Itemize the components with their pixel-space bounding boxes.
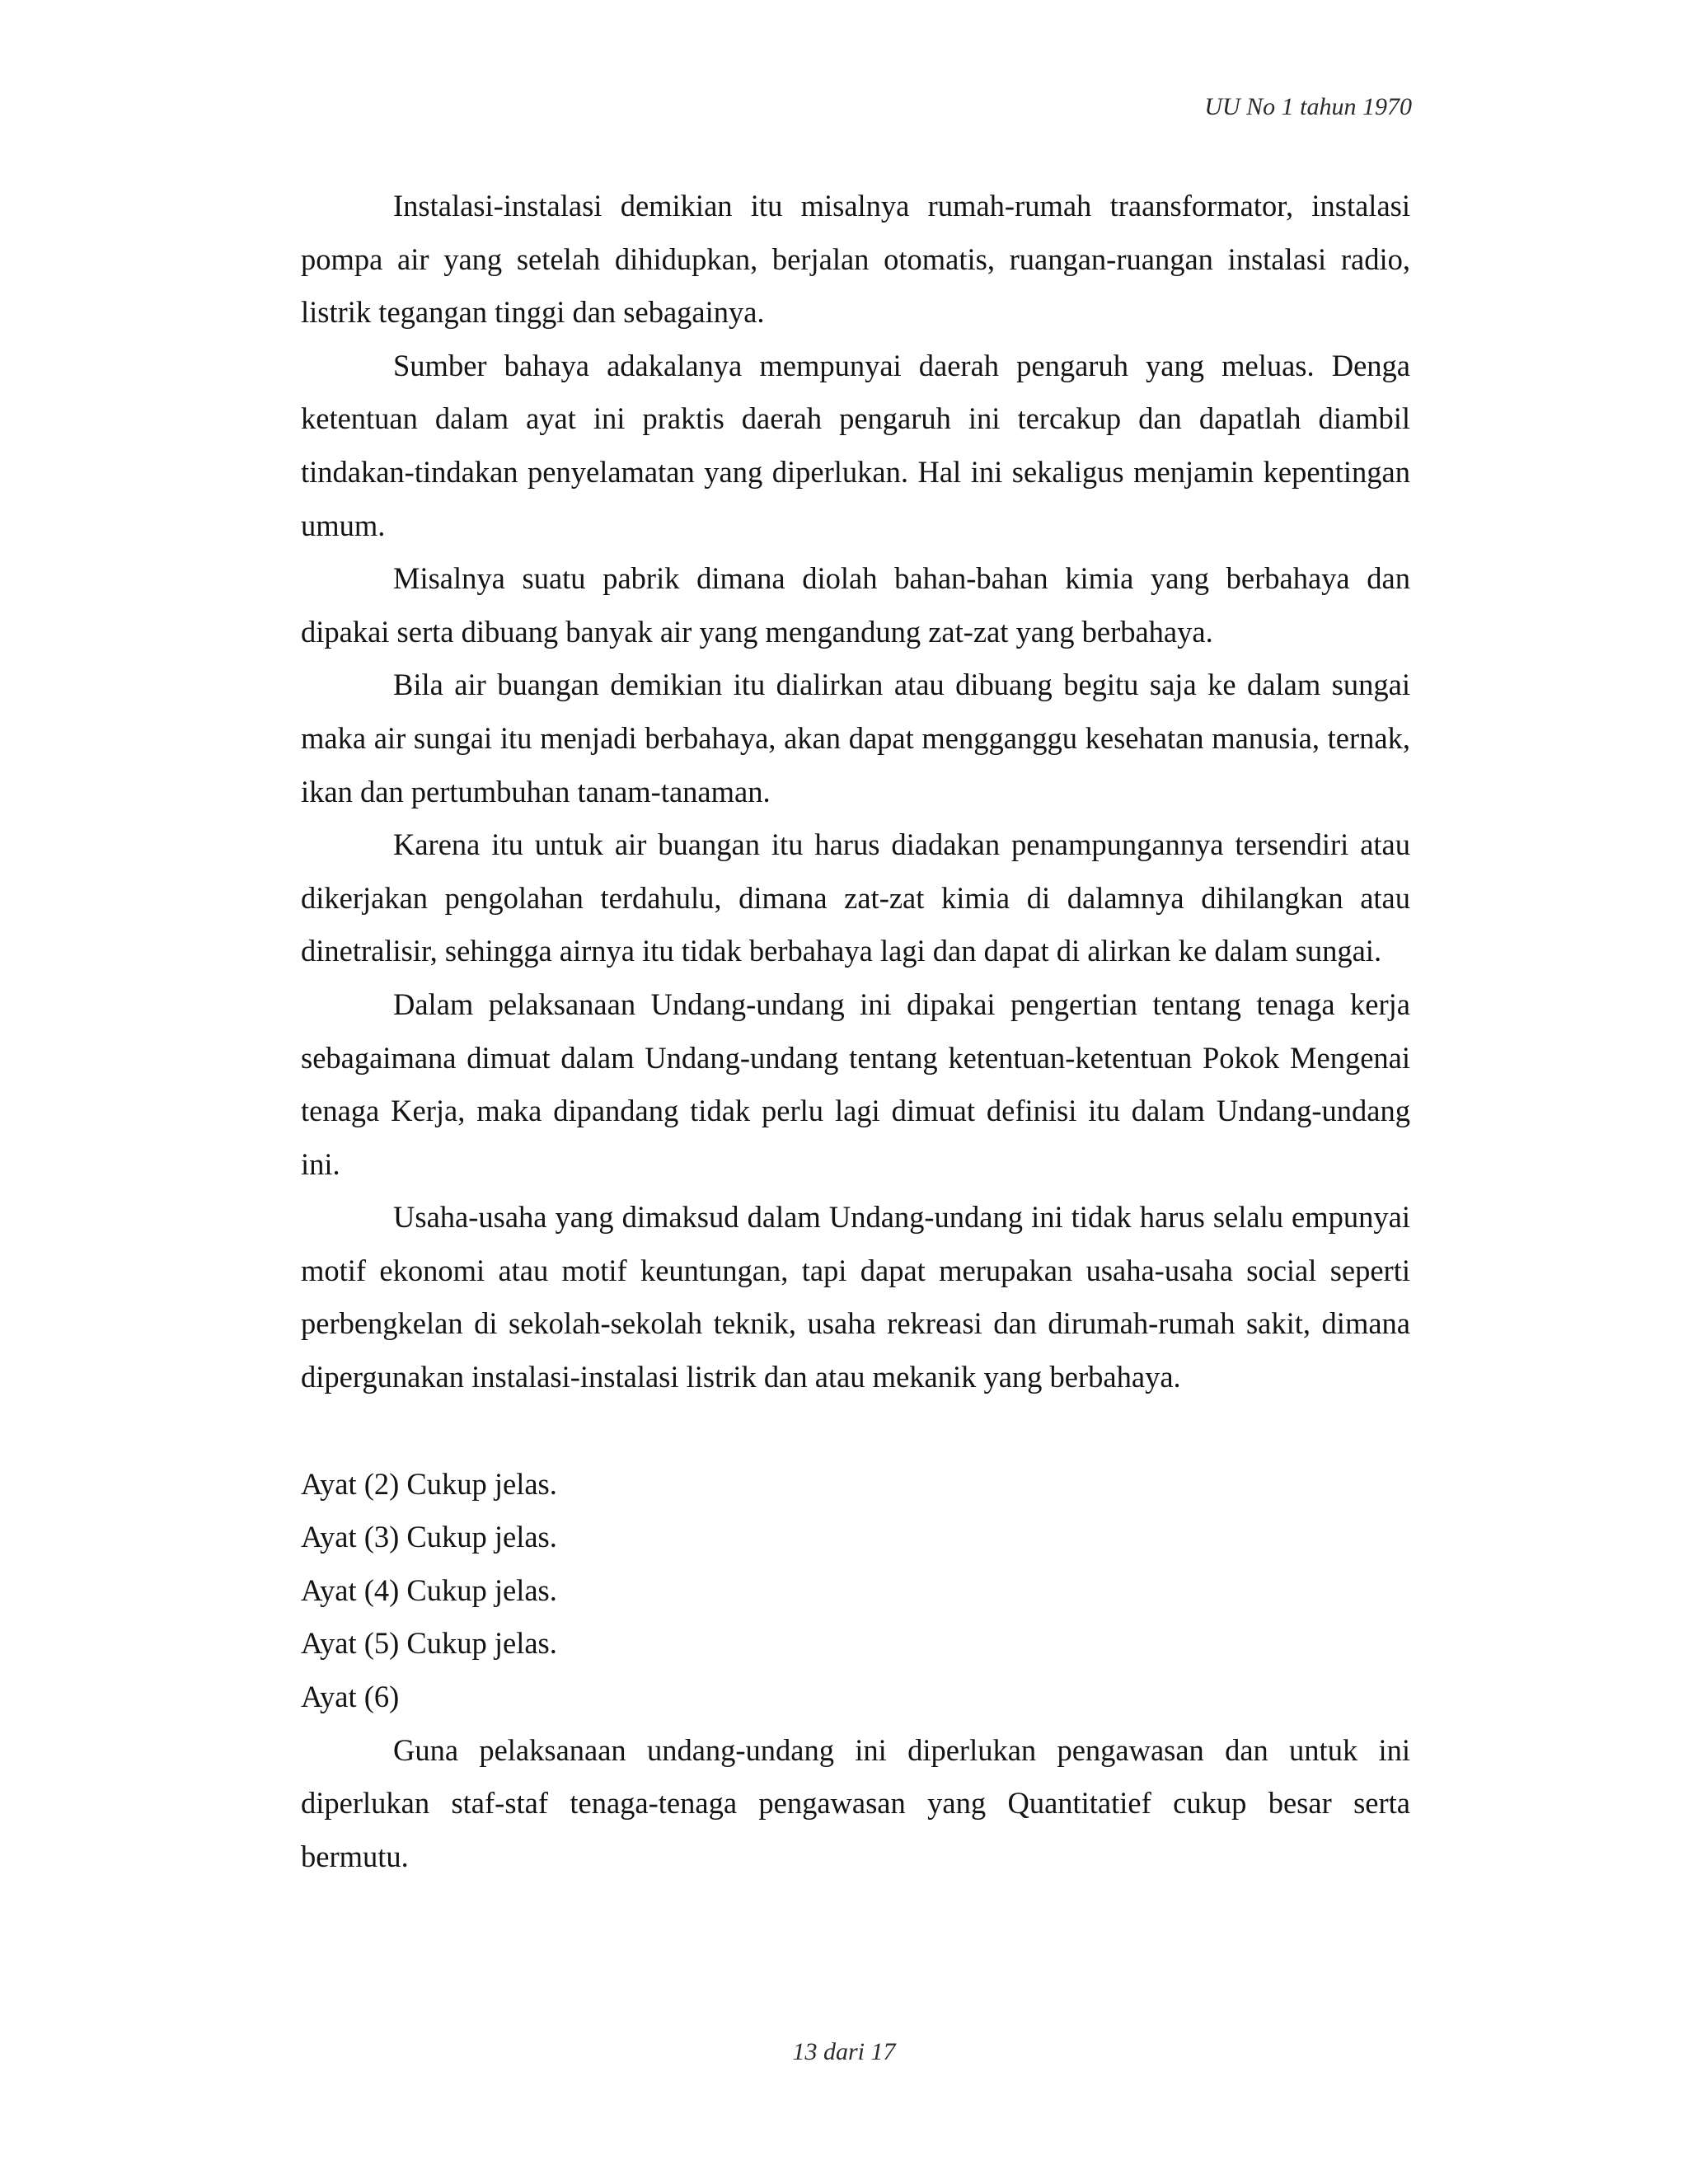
ayat-item: Ayat (2) Cukup jelas. — [301, 1466, 557, 1501]
paragraph-sumber-bahaya: Sumber bahaya adakalanya mempunyai daerah pengaruh yang meluas. Denga ketentuan dalam ayat ini praktis daerah pengaruh ini tercakup dan dapatlah diambil tindakan-tindakan penyelamatan yang diperlukan. Hal ini sekaligus menjamin kepentingan umum. — [301, 348, 1410, 542]
paragraph-penampungan: Karena itu untuk air buangan itu harus diadakan penampungannya tersendiri atau dikerjakan pengolahan terdahulu, dimana zat-zat kimia di dalamnya dihilangkan atau dinetralisir, sehingga airnya itu tidak berbahaya lagi dan dapat di alirkan ke dalam sungai. — [301, 827, 1410, 968]
page-number: 13 dari 17 — [792, 2038, 896, 2065]
ayat-item: Ayat (5) Cukup jelas. — [301, 1626, 557, 1661]
paragraph-air-buangan: Bila air buangan demikian itu dialirkan atau dibuang begitu saja ke dalam sungai maka air sungai itu menjadi berbahaya, akan dapat mengganggu kesehatan manusia, ternak, ikan dan pertumbuhan tanam-tanaman. — [301, 668, 1410, 808]
document-body — [301, 180, 1410, 1883]
ayat-item: Ayat (4) Cukup jelas. — [301, 1572, 557, 1607]
paragraph-instalasi: Instalasi-instalasi demikian itu misalnya rumah-rumah traansformator, instalasi pompa air yang setelah dihidupkan, berjalan otomatis, ruangan-ruangan instalasi radio, listrik tegangan tinggi dan sebagainya. — [301, 189, 1410, 330]
running-header: UU No 1 tahun 1970 — [1204, 93, 1412, 120]
paragraph-pengawasan: Guna pelaksanaan undang-undang ini diperlukan pengawasan dan untuk ini diperlukan staf-staf tenaga-tenaga pengawasan yang Quantitatief cukup besar serta bermutu. — [301, 1732, 1410, 1873]
ayat-list — [301, 1458, 1410, 1671]
ayat-item: Ayat (3) Cukup jelas. — [301, 1520, 557, 1554]
section-gap — [301, 1404, 1410, 1458]
ayat-6-heading: Ayat (6) — [301, 1680, 400, 1714]
paragraph-usaha-usaha: Usaha-usaha yang dimaksud dalam Undang-undang ini tidak harus selalu empunyai motif ekonomi atau motif keuntungan, tapi dapat merupakan usaha-usaha social seperti perbengkelan di sekolah-sekolah teknik, usaha rekreasi dan dirumah-rumah sakit, dimana dipergunakan instalasi-instalasi listrik dan atau mekanik yang berbahaya. — [301, 1200, 1410, 1394]
paragraph-tenaga-kerja: Dalam pelaksanaan Undang-undang ini dipakai pengertian tentang tenaga kerja sebagaimana dimuat dalam Undang-undang tentang ketentuan-ketentuan Pokok Mengenai tenaga Kerja, maka dipandang tidak perlu lagi dimuat definisi itu dalam Undang-undang ini. — [301, 987, 1410, 1181]
paragraph-pabrik-kimia: Misalnya suatu pabrik dimana diolah bahan-bahan kimia yang berbahaya dan dipakai serta dibuang banyak air yang mengandung zat-zat yang berbahaya. — [301, 561, 1410, 649]
